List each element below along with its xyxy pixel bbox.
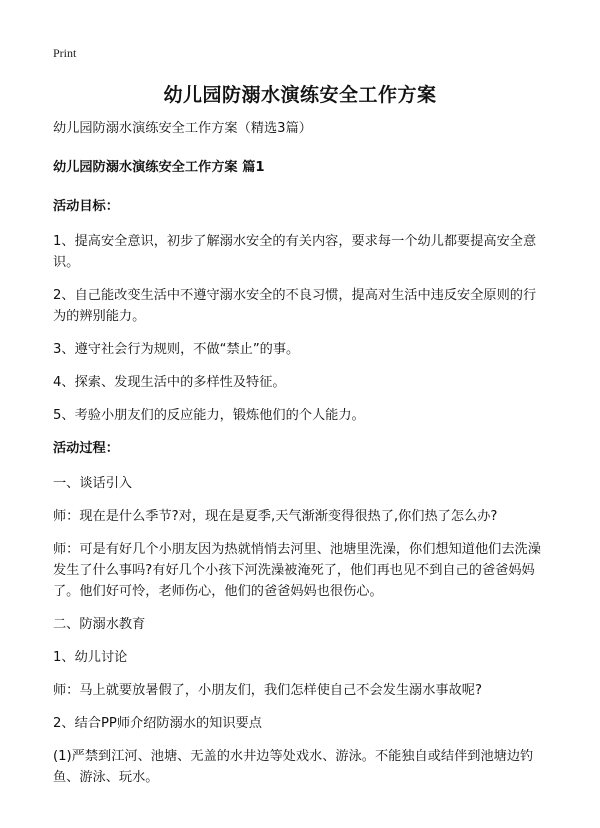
process-item: 一、谈话引入 (53, 476, 133, 491)
goal-item: 3、遵守社会行为规则，不做“禁止”的事。 (53, 342, 300, 357)
process-heading: 活动过程： (53, 441, 119, 456)
process-item: 2、结合PP师介绍防溺水的知识要点 (53, 716, 262, 731)
goal-item: 5、考验小朋友们的反应能力，锻炼他们的个人能力。 (53, 408, 365, 423)
goals-heading: 活动目标： (53, 199, 119, 214)
process-item: 师：马上就要放暑假了，小朋友们，我们怎样使自己不会发生溺水事故呢? (53, 683, 482, 698)
process-item: 1、幼儿讨论 (53, 650, 128, 665)
process-item: (1)严禁到江河、池塘、无盖的水井边等处戏水、游泳。不能独自或结伴到池塘边钓鱼、游泳、玩水。 (53, 749, 534, 785)
page-title: 幼儿园防溺水演练安全工作方案 (163, 84, 437, 106)
process-item: 师：现在是什么季节?对，现在是夏季,天气渐渐变得很热了,你们热了怎么办? (53, 509, 498, 524)
process-item: 二、防溺水教育 (53, 617, 146, 632)
process-item: 师：可是有好几个小朋友因为热就悄悄去河里、池塘里洗澡，你们想知道他们去洗澡发生了什么事吗?有好几个小孩下河洗澡被淹死了，他们再也见不到自己的爸爸妈妈了。他们好可怜，老师伤心，他们的爸爸妈妈也很伤心。 (53, 542, 541, 599)
goal-item: 2、自己能改变生活中不遵守溺水安全的不良习惯，提高对生活中违反安全原则的行为的辨别能力。 (53, 288, 537, 324)
goal-item: 4、探索、发现生活中的多样性及特征。 (53, 375, 286, 390)
document-body (53, 118, 548, 800)
document-subtitle: 幼儿园防溺水演练安全工作方案（精选3篇） (53, 121, 312, 136)
print-link[interactable]: Print (53, 46, 77, 60)
section-heading: 幼儿园防溺水演练安全工作方案 篇1 (53, 160, 265, 175)
goal-item: 1、提高安全意识，初步了解溺水安全的有关内容，要求每一个幼儿都要提高安全意识。 (53, 234, 537, 270)
